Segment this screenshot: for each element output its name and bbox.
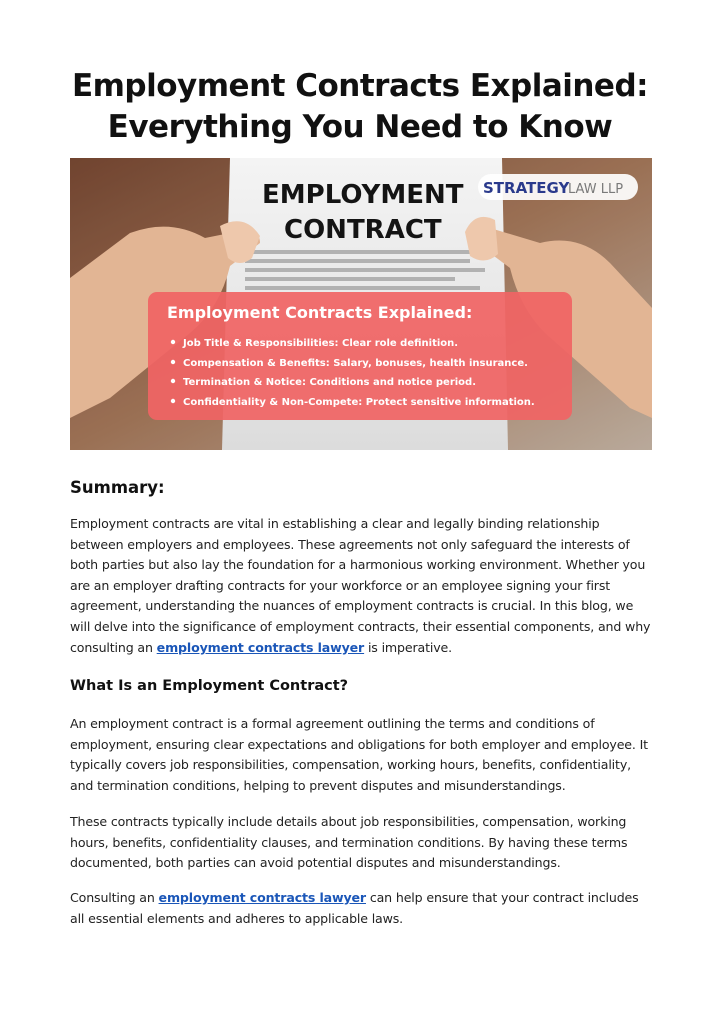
employment-contracts-lawyer-link-2[interactable]: employment contracts lawyer xyxy=(158,890,366,905)
strategy-law-logo xyxy=(478,174,638,200)
svg-text:LAW LLP: LAW LLP xyxy=(568,182,624,197)
overlay-card xyxy=(148,292,572,420)
definition-paragraph: An employment contract is a formal agreement outlining the terms and conditions of employment, ensuring clear expectations and obligations for both employer and employee. It typically covers job responsibilities, compensation, working hours, benefits, confidentiality, and termination conditions, helping to prevent disputes and misunderstandings. xyxy=(70,716,648,793)
what-is-heading: What Is an Employment Contract? xyxy=(70,678,349,694)
overlay-item: Termination & Notice: Conditions and notice period. xyxy=(183,377,477,388)
paper-heading-line-1: EMPLOYMENT xyxy=(262,180,464,210)
overlay-title: Employment Contracts Explained: xyxy=(167,303,473,322)
details-paragraph: These contracts typically include details about job responsibilities, compensation, working hours, benefits, confidentiality clauses, and termination conditions. By having these terms documented, both parties can avoid potential disputes and misunderstandings. xyxy=(70,814,628,871)
svg-text:STRATEGY: STRATEGY xyxy=(483,179,570,197)
title-line-1: Employment Contracts Explained: xyxy=(71,68,649,104)
paper-heading-line-2: CONTRACT xyxy=(284,215,442,245)
employment-contracts-lawyer-link[interactable]: employment contracts lawyer xyxy=(156,639,365,655)
overlay-item: Compensation & Benefits: Salary, bonuses, health insurance. xyxy=(183,358,528,369)
summary-heading: Summary: xyxy=(70,478,165,497)
overlay-item: Job Title & Responsibilities: Clear role definition. xyxy=(183,338,459,349)
page-title xyxy=(0,66,720,148)
hero-image xyxy=(70,158,652,450)
title-line-2: Everything You Need to Know xyxy=(107,109,613,145)
consulting-paragraph: Consulting an employment contracts lawyer can help ensure that your contract includes all essential elements and adheres to applicable laws. xyxy=(70,890,639,926)
overlay-item: Confidentiality & Non-Compete: Protect sensitive information. xyxy=(183,397,535,408)
summary-paragraph: Employment contracts are vital in establishing a clear and legally binding relationship between employers and employees. These agreements not only safeguard the interests of both parties but also lay the foundation for a harmonious working environment. Whether you are an employer drafting contracts for your workforce or an employee signing your first agreement, understanding the nuances of employment contracts is crucial. In this blog, we will delve into the significance of employment contracts, their essential components, and why consulting an employment contracts lawyer is imperative. xyxy=(70,516,651,655)
